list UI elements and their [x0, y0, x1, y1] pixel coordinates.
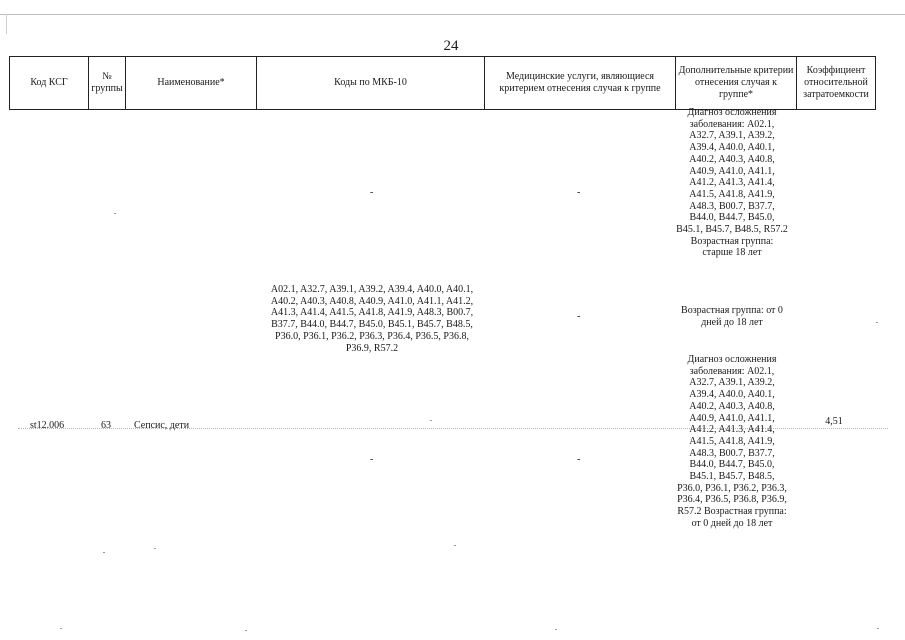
scan-left-edge — [6, 14, 7, 34]
header-medical-services: Медицинские услуги, являющиеся критерием отнесения случая к группе — [485, 57, 676, 110]
coefficient-value: 4,51 — [825, 416, 843, 427]
header-mkb-codes: Коды по МКБ-10 — [257, 57, 485, 110]
page-number: 24 — [443, 38, 459, 54]
header-coefficient: Коэффициент относительной затратоемкости — [797, 57, 876, 110]
mkb-codes: A02.1, A32.7, A39.1, A39.2, A39.4, A40.0, A40.1, A40.2, A40.3, A40.8, A40.9, A41.0, A41.1, A41.2, A41.3, A41.4, A41.5, A41.8, A41.9, A48.3, B00.7, B37.7, B44.0, B44.7, B45.0, B45.1, B45.7, B48.5, P36.0, P36.1, P36.2, P36.3, P36.4, P36.5, P36.8, P36.9, R57.2 — [270, 284, 474, 354]
table-header-row — [10, 57, 876, 110]
header-group-number: № группы — [89, 57, 126, 110]
criteria-age-children: Возрастная группа: от 0 дней до 18 лет — [681, 305, 783, 328]
scan-speck — [430, 420, 432, 421]
mkb-dash-1: - — [370, 187, 374, 198]
scan-top-border — [0, 14, 905, 15]
ksg-code: st12.006 — [30, 420, 65, 431]
ksg-table — [9, 56, 876, 110]
scan-speck — [154, 548, 156, 549]
scan-speck — [245, 630, 247, 631]
scan-speck — [60, 628, 62, 629]
group-number: 63 — [101, 420, 111, 431]
scan-speck — [555, 629, 557, 630]
scan-speck — [876, 322, 878, 323]
criteria-complication-adults: Диагноз осложнения заболевания: A02.1, A32.7, A39.1, A39.2, A39.4, A40.0, A40.1, A40.2, A40.3, A40.8, A40.9, A41.0, A41.1, A41.2, A41.3, A41.4, A41.5, A41.8, A41.9, A48.3, B00.7, B37.7, B44.0, B44.7, B45.0, B45.1, B45.7, B48.5, R57.2 Возрастная группа: старше 18 лет — [676, 107, 788, 259]
mkb-dash-2: - — [370, 454, 374, 465]
scan-speck — [454, 545, 456, 546]
group-name: Сепсис, дети — [134, 420, 190, 431]
scan-speck — [114, 213, 116, 214]
header-additional-criteria: Дополнительные критерии отнесения случая к группе* — [676, 57, 797, 110]
header-name: Наименование* — [126, 57, 257, 110]
scan-speck — [103, 552, 105, 553]
scan-speck — [877, 628, 879, 629]
criteria-complication-children: Диагноз осложнения заболевания: A02.1, A32.7, A39.1, A39.2, A39.4, A40.0, A40.1, A40.2, A40.3, A40.8, A40.9, A41.0, A41.1, A41.2, A41.3, A41.4, A41.5, A41.8, A41.9, A48.3, B00.7, B37.7, B44.0, B44.7, B45.0, B45.1, B45.7, B48.5, P36.0, P36.1, P36.2, P36.3, P36.4, P36.5, P36.8, P36.9, R57.2 Возрастная группа: от 0 дней до 18 лет — [677, 354, 787, 529]
header-kod-ksg: Код КСГ — [10, 57, 89, 110]
services-dash-3: - — [577, 454, 581, 465]
services-dash-2: - — [577, 311, 581, 322]
services-dash-1: - — [577, 187, 581, 198]
